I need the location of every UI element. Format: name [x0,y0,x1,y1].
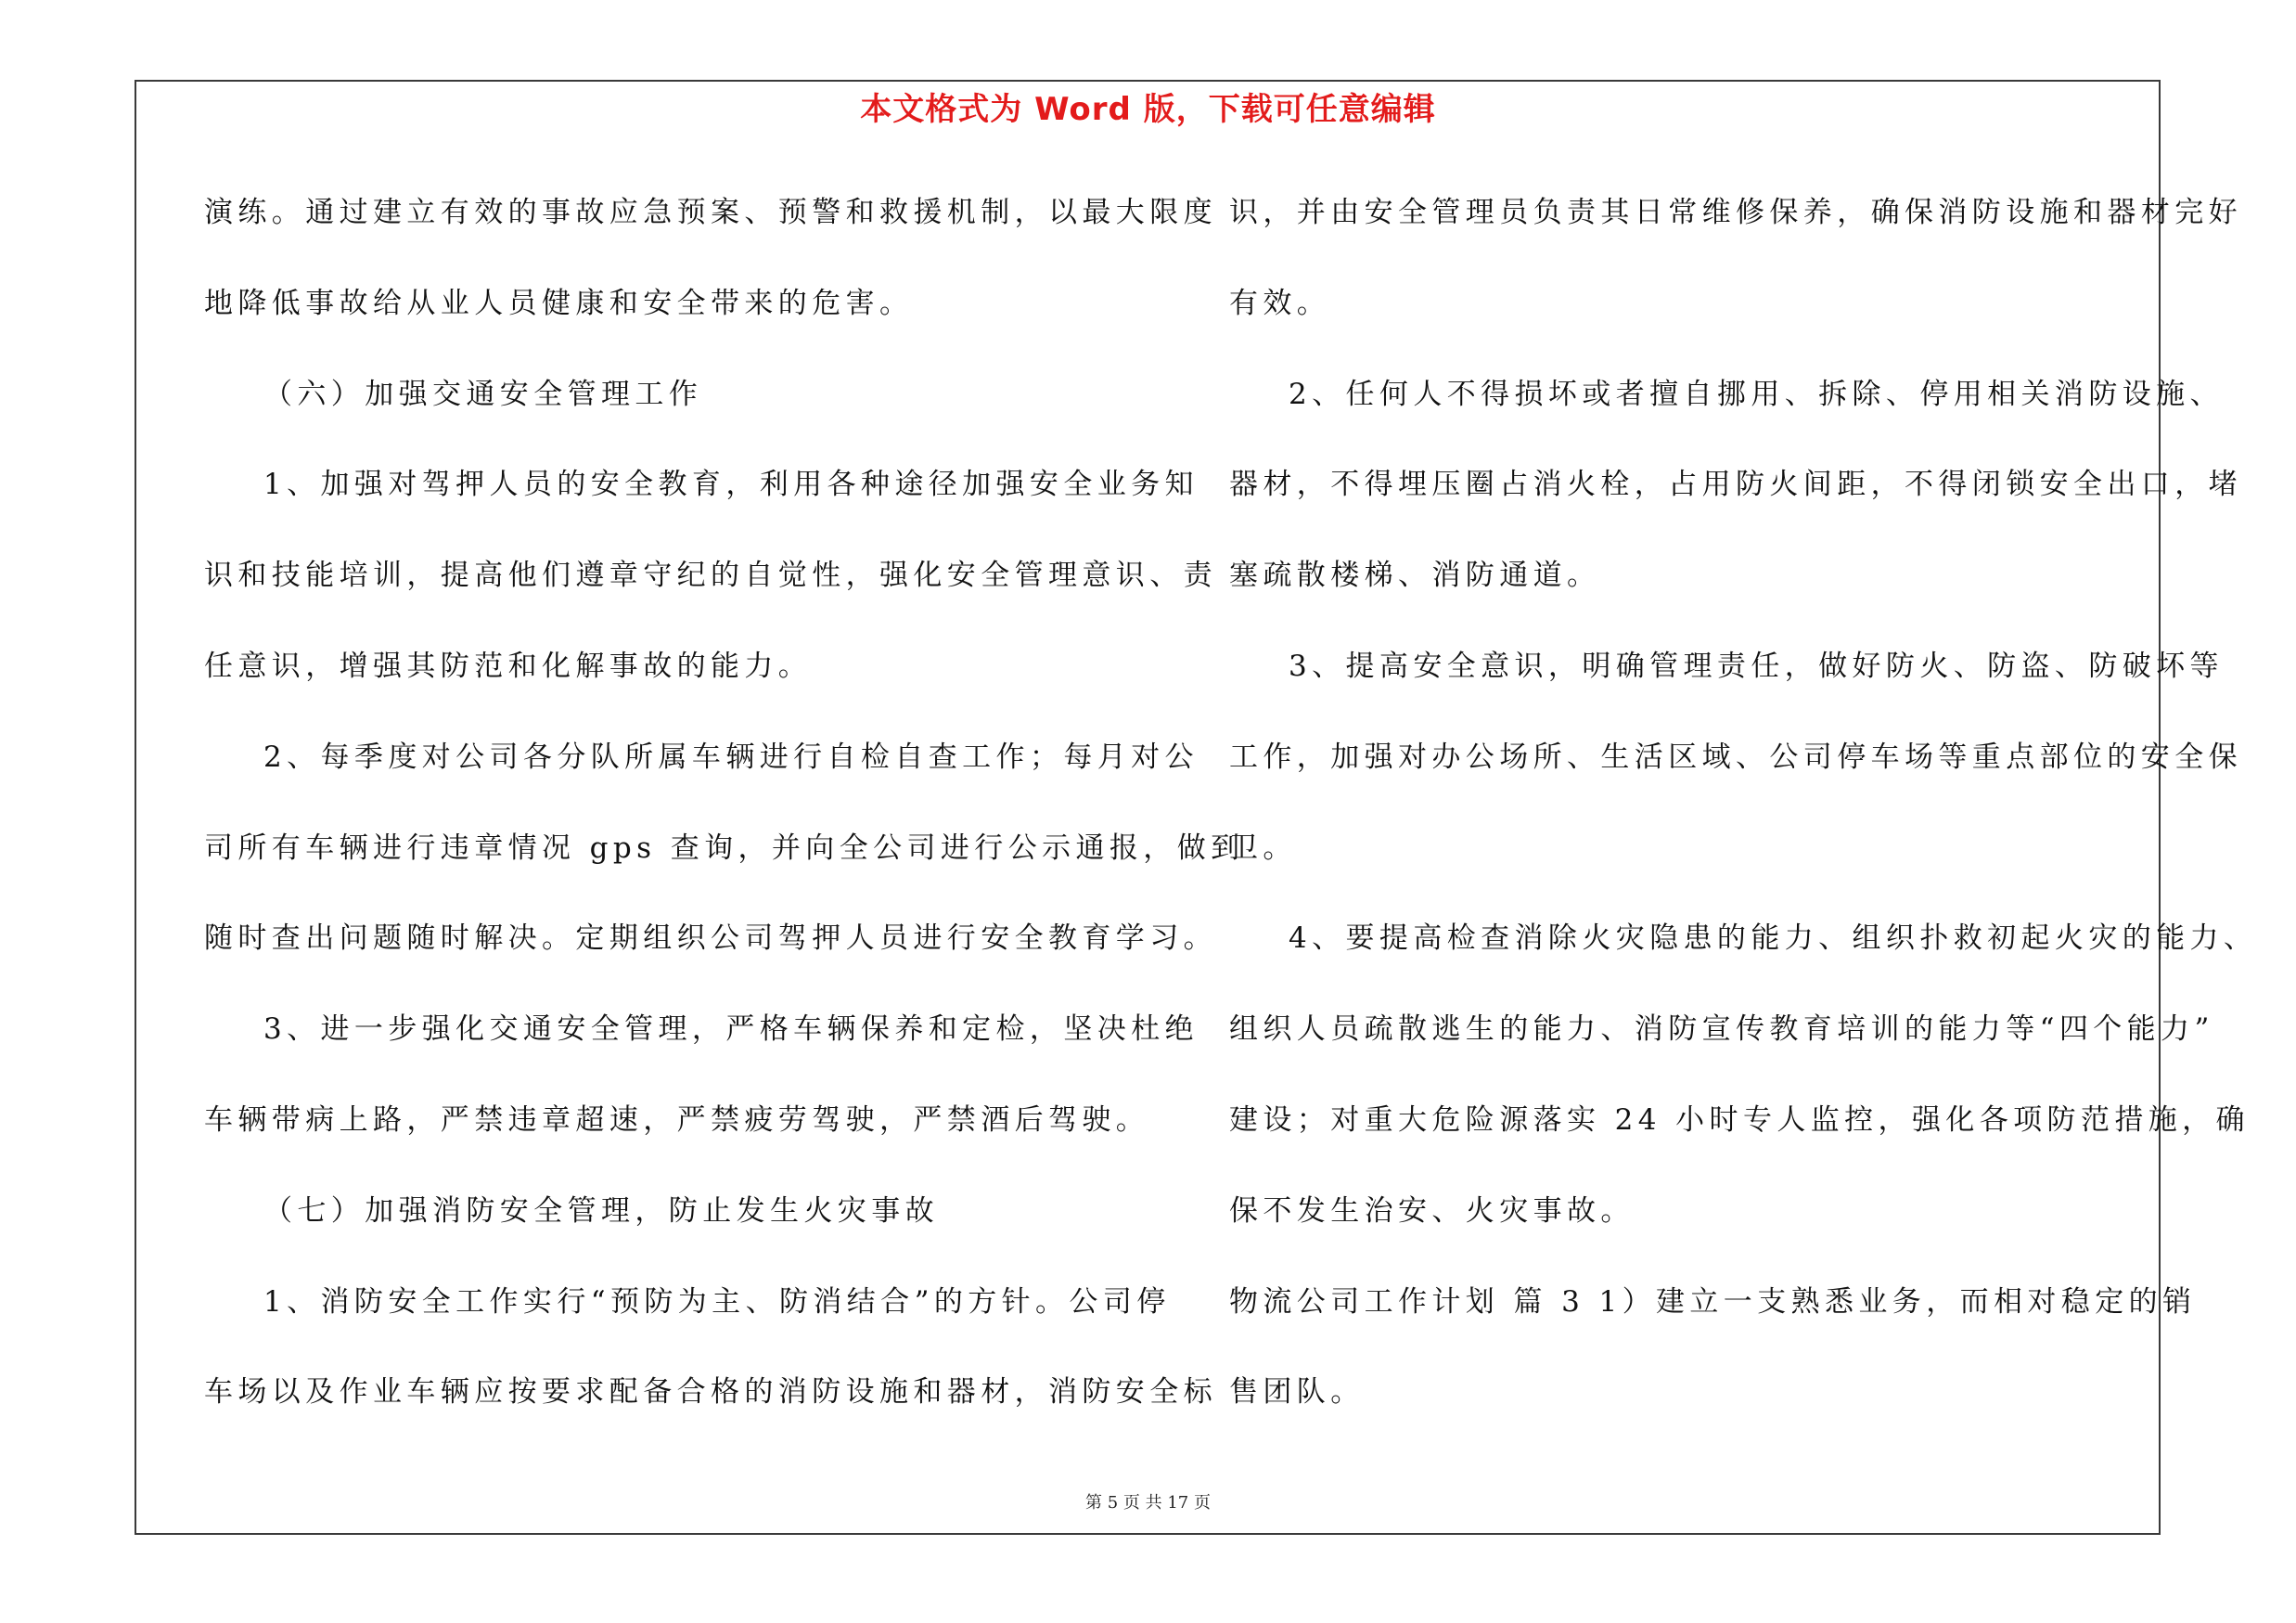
text-line: 识和技能培训，提高他们遵章守纪的自觉性，强化安全管理意识、责 [204,559,1217,593]
text-line: 建设；对重大危险源落实 24 小时专人监控，强化各项防范措施，确 [1229,1102,2250,1137]
right-column [1229,185,2258,1455]
text-line: 物流公司工作计划 篇 3 1）建立一支熟悉业务，而相对稳定的销 [1229,1284,2197,1319]
text-line: 司所有车辆进行违章情况 gps 查询，并向全公司进行公示通报，做到 [204,831,1245,865]
text-line: 售团队。 [1229,1375,1365,1410]
text-line: 车辆带病上路，严禁违章超速，严禁疲劳驾驶，严禁酒后驾驶。 [204,1102,1150,1137]
text-line: 4、要提高检查消除火灾隐患的能力、组织扑救初起火灾的能力、 [1289,921,2258,956]
text-line: 任意识，增强其防范和化解事故的能力。 [204,649,813,683]
document-banner: 本文格式为 Word 版，下载可任意编辑 [860,91,1436,128]
text-line: 演练。通过建立有效的事故应急预案、预警和救援机制，以最大限度 [204,196,1217,229]
left-column [204,185,1245,1455]
text-line: （七）加强消防安全管理，防止发生火灾事故 [263,1193,939,1228]
page-number-footer: 第 5 页 共 17 页 [1085,1493,1211,1513]
text-line: 保不发生治安、火灾事故。 [1229,1193,1635,1228]
text-line: 2、每季度对公司各分队所属车辆进行自检自查工作；每月对公 [263,740,1199,774]
text-line: （六）加强交通安全管理工作 [263,377,703,411]
text-line: 1、加强对驾押人员的安全教育，利用各种途径加强安全业务知 [263,468,1199,502]
text-line: 工作，加强对办公场所、生活区域、公司停车场等重点部位的安全保 [1229,740,2242,774]
text-line: 3、进一步强化交通安全管理，严格车辆保养和定检，坚决杜绝 [263,1012,1199,1047]
text-line: 3、提高安全意识，明确管理责任，做好防火、防盗、防破坏等 [1289,649,2224,683]
text-line: 组织人员疏散逃生的能力、消防宣传教育培训的能力等“四个能力” [1229,1012,2214,1047]
text-line: 1、消防安全工作实行“预防为主、防消结合”的方针。公司停 [263,1284,1171,1319]
text-line: 塞疏散楼梯、消防通道。 [1229,559,1601,593]
text-line: 车场以及作业车辆应按要求配备合格的消防设施和器材，消防安全标 [204,1375,1217,1410]
text-line: 2、任何人不得损坏或者擅自挪用、拆除、停用相关消防设施、 [1289,377,2224,411]
text-line: 卫。 [1229,831,1297,865]
text-line: 有效。 [1229,286,1331,320]
text-line: 器材，不得埋压圈占消火栓，占用防火间距，不得闭锁安全出口，堵 [1229,468,2242,502]
text-line: 识，并由安全管理员负责其日常维修保养，确保消防设施和器材完好 [1229,196,2242,229]
text-line: 随时查出问题随时解决。定期组织公司驾押人员进行安全教育学习。 [204,921,1217,956]
text-line: 地降低事故给从业人员健康和安全带来的危害。 [204,286,914,320]
